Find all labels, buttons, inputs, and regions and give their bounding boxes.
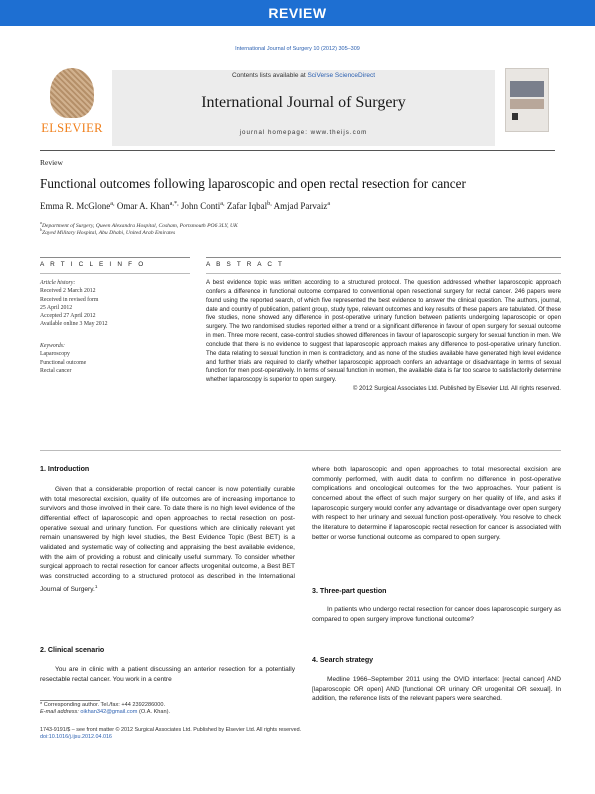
journal-homepage-link[interactable]: journal homepage: www.theijs.com	[239, 129, 368, 136]
history-entry: Received in revised form	[40, 296, 99, 303]
abstract-rule	[206, 257, 561, 258]
clinical-scenario-paragraph: You are in clinic with a patient discussing an anterior resection for a potentially resectable rectal cancer. You work in a centre	[40, 666, 295, 683]
author-name: Amjad Parvaiz	[273, 201, 328, 211]
abstract-body	[206, 279, 561, 394]
introduction-paragraph	[40, 485, 295, 594]
review-banner	[0, 0, 595, 26]
author-affil-mark: b,	[267, 200, 272, 207]
author-affil-mark: a,	[220, 200, 225, 207]
article-info-subrule	[40, 273, 190, 274]
article-history-label: Article history:	[40, 280, 76, 286]
abstract-text: A best evidence topic was written according to a structured protocol. The question addressed whether laparoscopic approach confers a difference in functional outcome compared to conventional open resectional surgery for rectal cancer. 246 papers were found using the reported search, of which five represented the best evidence to answer the clinical question. The authors, journal, date and country of publication, patient group, study type, relevant outcomes and key results of these papers are tabulated. Of these five studies, none showed any difference in post-operative urinary function between patients undergoing laparoscopic or open surgery. The two randomised studies reported either a trend or a significant difference in favour of open surgery for sexual outcome in men. Three more recent, case-control studies showed differences in favour of laparoscopic surgery for sexual function in men. We conclude that there is no evidence to suggest that laparoscopic approach makes any difference to post-operative urinary function. The data relating to sexual function in men is contradictory, and as none of the studies available have generated high level evidence and further trials are required to clarify whether laparoscopic approach confers an advantage or disadvantage in terms of sexual function for men post-operatively. In terms of sexual function in women, the available data is far too scarce to satisfactorily determine whether laparoscopy is superior to open surgery.	[206, 280, 561, 384]
email-link[interactable]: oikhan342@gmail.com	[80, 709, 138, 716]
author-list	[40, 200, 560, 211]
search-strategy-paragraph: Medline 1966–September 2011 using the OVID interface: [rectal cancer] AND [laparoscopic OR open] AND [functional OR urinary OR urogenital OR sexual]. In addition, the reference lists of the relevant papers were searched.	[312, 676, 561, 703]
reference-link[interactable]: 1	[94, 583, 98, 589]
elsevier-logo	[40, 66, 104, 142]
author-name: Omar A. Khan	[116, 201, 170, 211]
article-title: Functional outcomes following laparoscopic and open rectal resection for cancer	[40, 176, 466, 191]
history-entry: Available online 3 May 2012	[40, 321, 108, 328]
journal-title: International Journal of Surgery	[201, 94, 406, 111]
article-info-rule	[40, 257, 190, 258]
footnote-email-line	[40, 709, 170, 716]
clinical-scenario-continued: where both laparoscopic and open approaches to total mesorectal excision are commonly performed, with audit data to confirm no difference in post-operative complications and oncological outcomes for the two approaches. Your patient is concerned about the effect of such major surgery on her quality of life, and asks if laparoscopic surgery would confer any advantage or disadvantage over open surgery with respect to her urinary and sexual function post-operatively. You resolve to check the literature to determine if laparoscopic rectal resection for cancer is associated with better or worse functional outcome as compared to open surgery.	[312, 466, 561, 541]
article-history	[40, 279, 190, 329]
banner-label: REVIEW	[268, 5, 327, 21]
section-heading-search-strategy: 4. Search strategy	[312, 656, 374, 664]
article-section-type: Review	[40, 158, 63, 167]
issn-footer	[40, 727, 301, 742]
introduction-text: Given that a considerable proportion of rectal cancer is now potentially curable with total mesorectal excision, quality of life outcomes are of increasing importance to survivors and those involved in their care. To date there is no high level evidence of the differential effect of laparoscopic and open approaches to rectal resection on post-operative sexual and urinary function. For questions which are clinically relevant yet remain unanswered by high level studies, the Best Evidence Topic (Best BET) is a validated and systematic way of collecting and appraising the best available evidence, with the aim of providing a robust and clinically useful summary. To consider whether surgical approach to rectal resection for cancer affects urogenital outcome, a Best BET was constructed according to a structured protocol as described in the International Journal of Surgery.	[40, 486, 295, 593]
keywords-label: Keywords:	[40, 343, 65, 349]
email-label: E-mail address:	[40, 709, 81, 716]
cover-band-secondary	[510, 99, 544, 109]
section-heading-introduction: 1. Introduction	[40, 465, 90, 473]
section-heading-three-part-question: 3. Three-part question	[312, 587, 387, 595]
affiliation-mark: b	[40, 228, 42, 232]
elsevier-tree-icon	[50, 68, 94, 118]
cover-mark	[512, 113, 518, 120]
corresponding-author-footnote	[40, 702, 170, 716]
abstract-copyright: © 2012 Surgical Associates Ltd. Published by Elsevier Ltd. All rights reserved.	[352, 386, 561, 393]
author-name: John Conti	[180, 201, 221, 211]
keyword: Functional outcome	[40, 359, 87, 366]
author-name: Emma R. McGlone	[40, 201, 111, 211]
journal-masthead	[112, 70, 495, 146]
history-entry: Accepted 27 April 2012	[40, 313, 96, 320]
history-entry: 25 April 2012	[40, 304, 73, 311]
abstract-heading: A B S T R A C T	[206, 261, 285, 268]
sciverse-link[interactable]: SciVerse ScienceDirect	[307, 72, 376, 79]
keyword: Laparoscopy	[40, 351, 70, 358]
affiliation-mark: a	[40, 221, 42, 225]
author-affil-mark: a,*,	[169, 200, 179, 207]
cover-band	[510, 81, 544, 97]
author-affil-mark: a,	[110, 200, 115, 207]
journal-cover-thumbnail	[505, 68, 549, 132]
footnote-line: * Corresponding author. Tel./fax: +44 2392286000.	[40, 702, 166, 708]
footnote-rule	[40, 700, 100, 701]
history-entry: Received 2 March 2012	[40, 288, 96, 295]
issn-line: 1743-9191/$ – see front matter © 2012 Surgical Associates Ltd. Published by Elsevier Ltd. All rights reserved.	[40, 727, 302, 733]
affiliation-text: Department of Surgery, Queen Alexandra Hospital, Cosham, Portsmouth PO6 3LY, UK	[41, 222, 238, 229]
journal-citation-link[interactable]: International Journal of Surgery 10 (2012) 305–309	[235, 46, 360, 52]
header-divider	[40, 150, 555, 151]
keyword: Rectal cancer	[40, 367, 72, 374]
three-part-question-paragraph: In patients who undergo rectal resection for cancer does laparoscopic surgery as compared to open surgery improve functional outcome?	[312, 606, 561, 623]
elsevier-wordmark: ELSEVIER	[41, 121, 103, 135]
email-suffix: (O.A. Khan).	[137, 709, 171, 716]
contents-prefix: Contents lists available at	[231, 72, 308, 79]
abstract-bottom-rule	[40, 450, 561, 451]
keywords-block	[40, 342, 190, 375]
article-info-heading: A R T I C L E I N F O	[40, 261, 146, 268]
section-heading-clinical-scenario: 2. Clinical scenario	[40, 646, 105, 654]
author-affil-mark: a	[327, 200, 331, 207]
abstract-subrule	[206, 273, 561, 274]
affiliation-text: Zayed Military Hospital, Abu Dhabi, United Arab Emirates	[41, 229, 176, 236]
author-name: Zafar Iqbal	[226, 201, 268, 211]
doi-link[interactable]: doi:10.1016/j.ijsu.2012.04.016	[40, 734, 112, 741]
affiliation	[40, 228, 175, 236]
contents-line	[112, 72, 495, 79]
